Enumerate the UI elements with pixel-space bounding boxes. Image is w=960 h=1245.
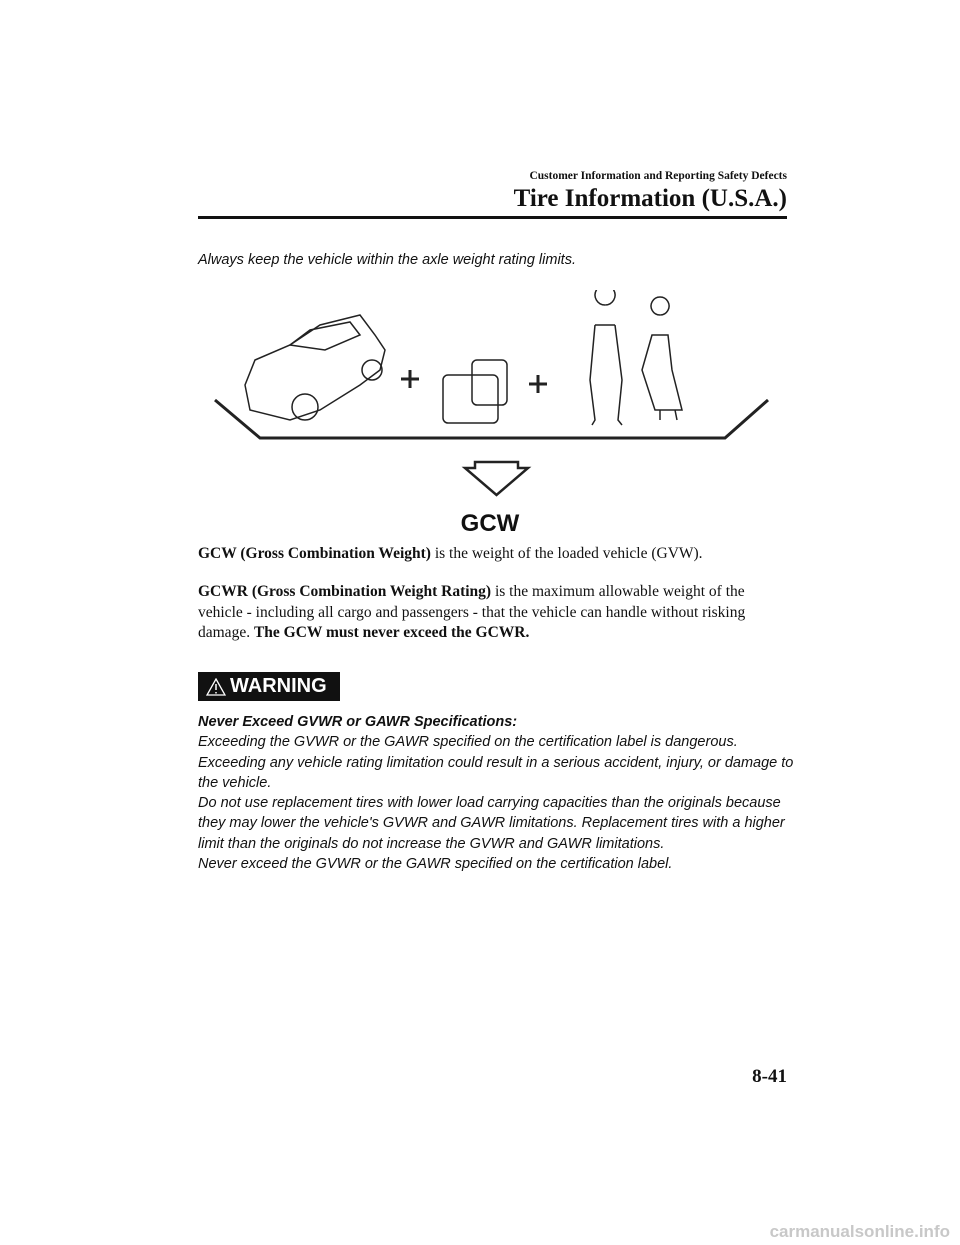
intro-text: Always keep the vehicle within the axle weight rating limits. — [198, 252, 576, 268]
header-rule — [198, 216, 787, 219]
watermark: carmanualsonline.info — [769, 1222, 950, 1241]
gcw-label: GCW — [460, 510, 520, 537]
definition: is the weight of the loaded vehicle (GVW). — [430, 545, 703, 562]
warning-text — [198, 712, 798, 874]
warning-heading: Never Exceed GVWR or GAWR Specifications: — [198, 714, 518, 730]
luggage-icon — [443, 360, 507, 423]
page-number: 8-41 — [752, 1066, 787, 1087]
definition: is the maximum allowable weight of the vehicle - including all cargo and passengers - that the vehicle can handle without risking damage. — [198, 583, 746, 641]
car-icon — [245, 315, 385, 420]
warning-triangle-icon — [206, 678, 226, 696]
gcw-definition — [198, 544, 788, 565]
term: GCWR (Gross Combination Weight Rating) — [198, 583, 492, 600]
section-title: Customer Information and Reporting Safety Defects — [529, 170, 787, 182]
warning-line: Do not use replacement tires with lower load carrying capacities than the originals because they may lower the vehicle's GVWR and GAWR limitations. Replacement tires with a higher limit than the originals do not increase the GVWR and GAWR limitations. — [198, 795, 785, 852]
emphasis: The GCW must never exceed the GCWR. — [253, 624, 530, 641]
warning-line: Never exceed the GVWR or the GAWR specified on the certification label. — [198, 856, 673, 873]
warning-badge — [198, 672, 340, 701]
gcwr-definition — [198, 582, 788, 644]
term: GCW (Gross Combination Weight) — [198, 545, 431, 562]
warning-label: WARNING — [230, 675, 327, 697]
warning-line: Exceeding the GVWR or the GAWR specified on the certification label is dangerous. Exceeding any vehicle rating limitation could result in a serious accident, injury, or damage to the vehicle. — [198, 734, 794, 791]
plus-icon — [401, 370, 547, 393]
arrow-down-icon — [465, 462, 528, 495]
weight-illustration — [210, 290, 770, 500]
page-title: Tire Information (U.S.A.) — [513, 185, 787, 212]
people-icon — [590, 290, 682, 425]
